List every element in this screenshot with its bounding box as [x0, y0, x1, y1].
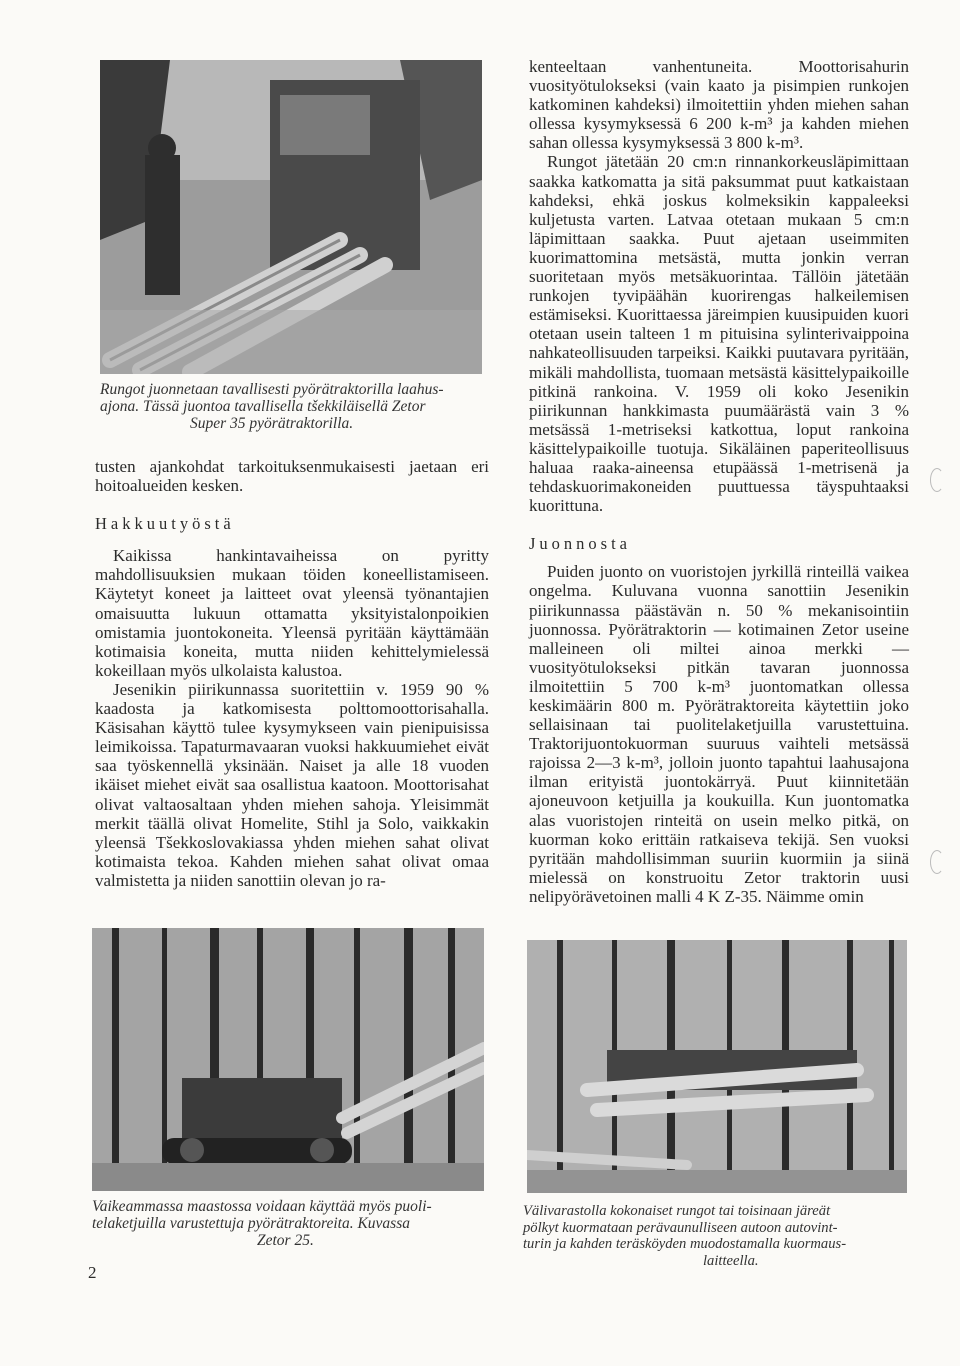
caption-line: Super 35 pyörätraktorilla. [190, 415, 354, 432]
binder-hole-mark [930, 468, 944, 492]
caption-line: ajona. Tässä juontoa tavallisella tšekkiläisellä Zetor [100, 398, 426, 415]
caption-line: Rungot juonnetaan tavallisesti pyörätraktorilla laahus- [100, 381, 444, 398]
paragraph: Jesenikin piirikunnassa suoritettiin v. 1959 90 % kaadosta ja katkomisesta polttomoottorisahalla. Käsisahan käyttö tulee kysymykseen vain pienipuisissa leimikoissa. Tapaturmavaaran vuoksi hakkuumiehet eivät saa työskennellä yksinään. Naiset ja alle 18 vuoden ikäiset miehet eivät saa osallistua kaatoon. Moottorisahat olivat valtaosaltaan yhden miehen sahoja. Yleisimmät merkit täällä olivat Homelite, Stihl ja Solo, vaikkakin yleensä Tšekkoslovakiassa yhden miehen sahat olivat kotimaista tekoa. Kahden miehen sahat olivat omaa valmistetta ja niiden sanottiin olevan jo ra- [95, 679, 489, 890]
intro-text: tusten ajankohdat tarkoituksenmukaisesti jaetaan eri hoitoalueiden kesken. [95, 457, 489, 496]
caption-line: telaketjuilla varustettuja pyörätraktoreita. Kuvassa [92, 1215, 410, 1232]
paragraph: Puiden juonto on vuoristojen jyrkillä rinteillä vaikea ongelma. Kuluvana vuonna sanottiin Jesenikin piirikunnassa päästävän n. 50 % mekanisointiin juonnossa. Pyörätraktorin — kotimainen Zetor useine malleineen oli miltei ainoa merkki — vuosityötulokseksi pitkän tavaran juonnossa ilmoitettiin 5 700 k-m³ juontomatkan ollessa keskimäärin 800 m. Pyörätraktoreita käytettiin joko sellaisinaan tai puolitelaketjuilla varustettuina. Traktorijuontokuorman suuruus vaihteli metsässä rajoissa 2—3 k-m³, jolloin juonto tapahtui laahusajona ilman erityistä juontokärryä. Puut kiinnitetään ajoneuvoon ketjuilla ja koukuilla. Kun juontomatka alas vuoristojen rinteitä on usein melko pitkä, on kuorman koko erittäin ratkaiseva tekijä. Sen vuoksi pyritään mahdollisimman suuriin kuormiin ja siinä mielessä on konstruoitu Zetor traktorin uusi nelipyörävetoinen malli 4 K Z-35. Näimme omin [529, 562, 909, 906]
paragraph: Rungot jätetään 20 cm:n rinnankorkeusläpimittaan saakka katkomatta ja sitä paksummat puut katkaistaan kahdeksi, ehkä joskus kolmeksikin kappaleeksi kuljetusta varten. Latvaa otetaan mukaan 5 cm:n läpimittaan saakka. Puut ajetaan useimmiten kuorimattomina metsästä, mutta jonkin verran suoritetaan myös metsäkuorintaa. Tällöin jätetään runkojen tyvipäähän kuorirengas halkeilemisen estämiseksi. Kuorittaessa järeimpien kuusipuiden kuori otetaan usein talteen 1 m pituisina sylinterivaippoina nahkateollisuuden tarpeiksi. Kaikki puutavara pyritään, mikäli mahdollista, tuomaan metsästä käsittelypaikoille pitkinä rankoina. V. 1959 oli koko Jesenikin piirikunnan hankkimasta puumäärästä vain 3 % metsässä 1-metriseksi katkottua, loput rankoina käsittelypaikoille tuotuja. Sikäläinen paperiteollisuus haluaa raaka-aineensa etupäässä 1-metrisenä ja tehdaskuorimakoneiden puuttuessa täyspuhtaaksi kuorittuna. [529, 152, 909, 516]
paragraph: Kaikissa hankintavaiheissa on pyritty mahdollisuuksien mukaan töiden koneellistamiseen. Käytetyt koneet ja laitteet ovat yleensä työnantajien omaisuutta lukuun ottamatta yksityistalonpoikien omistamia juontokoneita. Yleensä pyritään käyttämään kotimaisia koneita, mutta niiden kehittelymielessä kokeillaan myös ulkolaista kalustoa. [95, 546, 489, 680]
caption-line: Vaikeammassa maastossa voidaan käyttää myös puoli- [92, 1198, 432, 1215]
caption-line: Zetor 25. [257, 1232, 314, 1249]
photo-truck-loading [527, 940, 907, 1193]
caption-line: Välivarastolla kokonaiset rungot tai toisinaan järeät [523, 1203, 831, 1219]
caption-bottom-right [523, 1203, 921, 1269]
caption-line: laitteella. [703, 1252, 759, 1269]
binder-hole-mark [930, 850, 944, 874]
section-heading-hakkuutyosta: Hakkuutyöstä [95, 514, 235, 534]
photo-tractor-skidding [100, 60, 482, 374]
section-heading-juonnosta: Juonnosta [529, 534, 631, 554]
paragraph: kenteeltaan vanhentuneita. Moottorisahurin vuosityötulokseksi (vain kaato ja pisimpien runkojen katkominen kahdeksi) ilmoitettiin yhden miehen sahan ollessa kysymyksessä 6 200 k-m³ ja kahden miehen sahan ollessa kysymyksessä 3 800 k-m³. [529, 57, 909, 153]
right-column [529, 57, 909, 906]
caption-bottom-left [92, 1198, 490, 1249]
caption-top-left [100, 381, 488, 432]
caption-line: turin ja kahden teräsköyden muodostamalla kuormaus- [523, 1236, 847, 1252]
caption-line: pölkyt kuormataan perävaunulliseen autoon autovint- [523, 1219, 838, 1236]
left-column [95, 457, 489, 890]
page-number: 2 [88, 1263, 97, 1282]
photo-halftrack-tractor [92, 928, 484, 1191]
